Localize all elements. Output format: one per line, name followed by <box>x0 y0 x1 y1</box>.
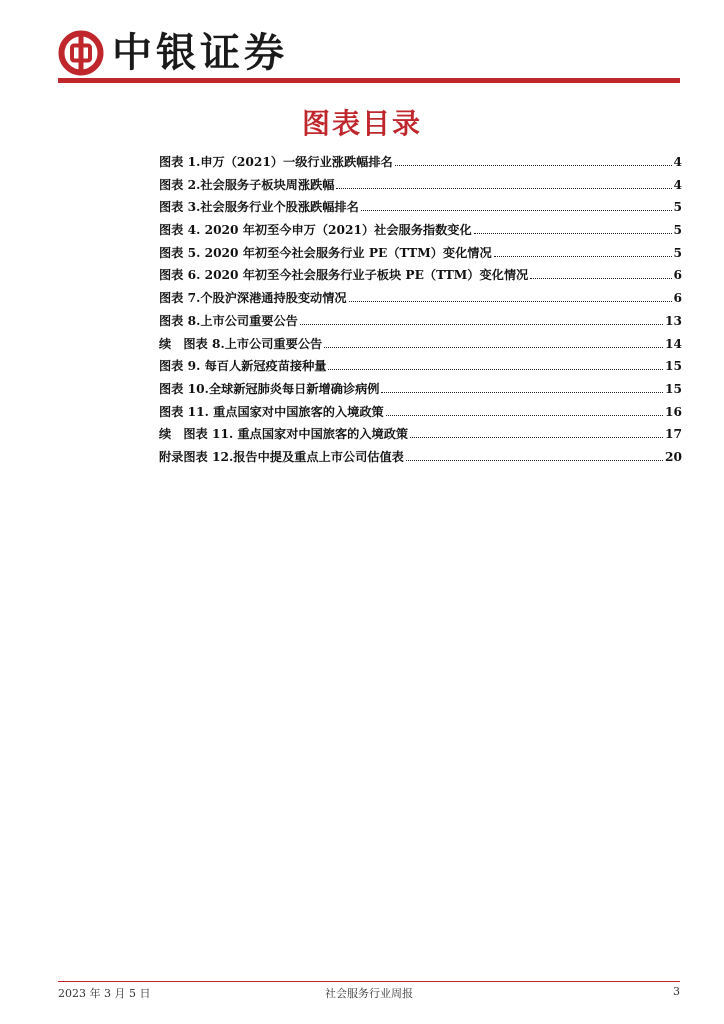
toc-leader-dots <box>395 156 672 166</box>
toc-list <box>159 153 682 471</box>
toc-entry[interactable] <box>159 176 682 199</box>
toc-entry-page: 6 <box>673 268 682 283</box>
toc-entry-page: 5 <box>673 245 682 260</box>
toc-entry-label: 图表 4. 2020 年初至今申万（2021）社会服务指数变化 <box>159 223 472 238</box>
toc-leader-dots <box>381 383 663 393</box>
toc-entry-label: 图表 3.社会服务行业个股涨跌幅排名 <box>159 200 359 215</box>
toc-entry[interactable] <box>159 153 682 176</box>
toc-entry-label: 图表 6. 2020 年初至今社会服务行业子板块 PE（TTM）变化情况 <box>159 268 529 283</box>
toc-entry-page: 14 <box>665 336 682 351</box>
toc-entry-page: 5 <box>673 200 682 215</box>
toc-entry[interactable] <box>159 289 682 312</box>
toc-entry-label: 图表 1.申万（2021）一级行业涨跌幅排名 <box>159 155 393 169</box>
toc-leader-dots <box>361 201 672 211</box>
toc-leader-dots <box>494 247 672 257</box>
toc-entry-label: 图表 2.社会服务子板块周涨跌幅 <box>159 177 335 192</box>
toc-entry[interactable] <box>159 244 682 267</box>
toc-entry[interactable] <box>159 380 682 403</box>
toc-entry[interactable] <box>159 403 682 426</box>
footer-page-number: 3 <box>673 985 680 998</box>
toc-leader-dots <box>349 292 672 302</box>
brand-name: 中银证券 <box>112 30 288 76</box>
footer-report-title: 社会服务行业周报 <box>325 987 413 1000</box>
toc-entry-label: 图表 11. 重点国家对中国旅客的入境政策 <box>159 404 384 419</box>
toc-entry-label: 图表 9. 每百人新冠疫苗接种量 <box>159 359 327 374</box>
toc-title: 图表目录 <box>301 107 422 140</box>
toc-leader-dots <box>406 451 663 461</box>
footer-date: 2023 年 3 月 5 日 <box>58 987 151 1000</box>
toc-entry[interactable] <box>159 448 682 471</box>
toc-leader-dots <box>328 360 663 370</box>
toc-entry-label: 图表 10.全球新冠肺炎每日新增确诊病例 <box>159 381 380 396</box>
toc-entry-label: 图表 5. 2020 年初至今社会服务行业 PE（TTM）变化情况 <box>159 245 492 260</box>
page-header <box>58 26 680 80</box>
toc-entry-page: 6 <box>673 291 682 306</box>
toc-leader-dots <box>324 338 663 348</box>
toc-entry-page: 17 <box>665 427 682 442</box>
toc-entry[interactable] <box>159 335 682 358</box>
toc-entry[interactable] <box>159 357 682 380</box>
toc-entry[interactable] <box>159 266 682 289</box>
page-footer <box>58 985 680 1001</box>
toc-entry-page: 4 <box>673 155 682 169</box>
toc-entry-label: 图表 7.个股沪深港通持股变动情况 <box>159 291 347 306</box>
toc-entry-page: 15 <box>665 359 682 374</box>
toc-leader-dots <box>530 269 671 279</box>
toc-entry[interactable] <box>159 312 682 335</box>
toc-entry-page: 16 <box>665 404 682 419</box>
toc-leader-dots <box>300 315 663 325</box>
toc-leader-dots <box>474 224 672 234</box>
bank-of-china-logo-icon <box>58 30 104 76</box>
toc-entry-page: 4 <box>673 177 682 192</box>
toc-entry-label: 续 图表 8.上市公司重要公告 <box>159 336 323 351</box>
toc-entry-page: 5 <box>673 223 682 238</box>
toc-leader-dots <box>410 428 663 438</box>
toc-entry-label: 续 图表 11. 重点国家对中国旅客的入境政策 <box>159 427 409 442</box>
footer-divider <box>58 981 680 982</box>
toc-entry-page: 13 <box>665 313 682 328</box>
toc-entry-label: 图表 8.上市公司重要公告 <box>159 313 298 328</box>
toc-entry-page: 15 <box>665 381 682 396</box>
toc-entry[interactable] <box>159 198 682 221</box>
toc-entry[interactable] <box>159 221 682 244</box>
toc-entry[interactable] <box>159 425 682 448</box>
toc-leader-dots <box>386 406 663 416</box>
toc-entry-page: 20 <box>665 449 682 464</box>
toc-leader-dots <box>336 179 671 189</box>
header-divider <box>58 78 680 83</box>
toc-entry-label: 附录图表 12.报告中提及重点上市公司估值表 <box>159 449 404 464</box>
